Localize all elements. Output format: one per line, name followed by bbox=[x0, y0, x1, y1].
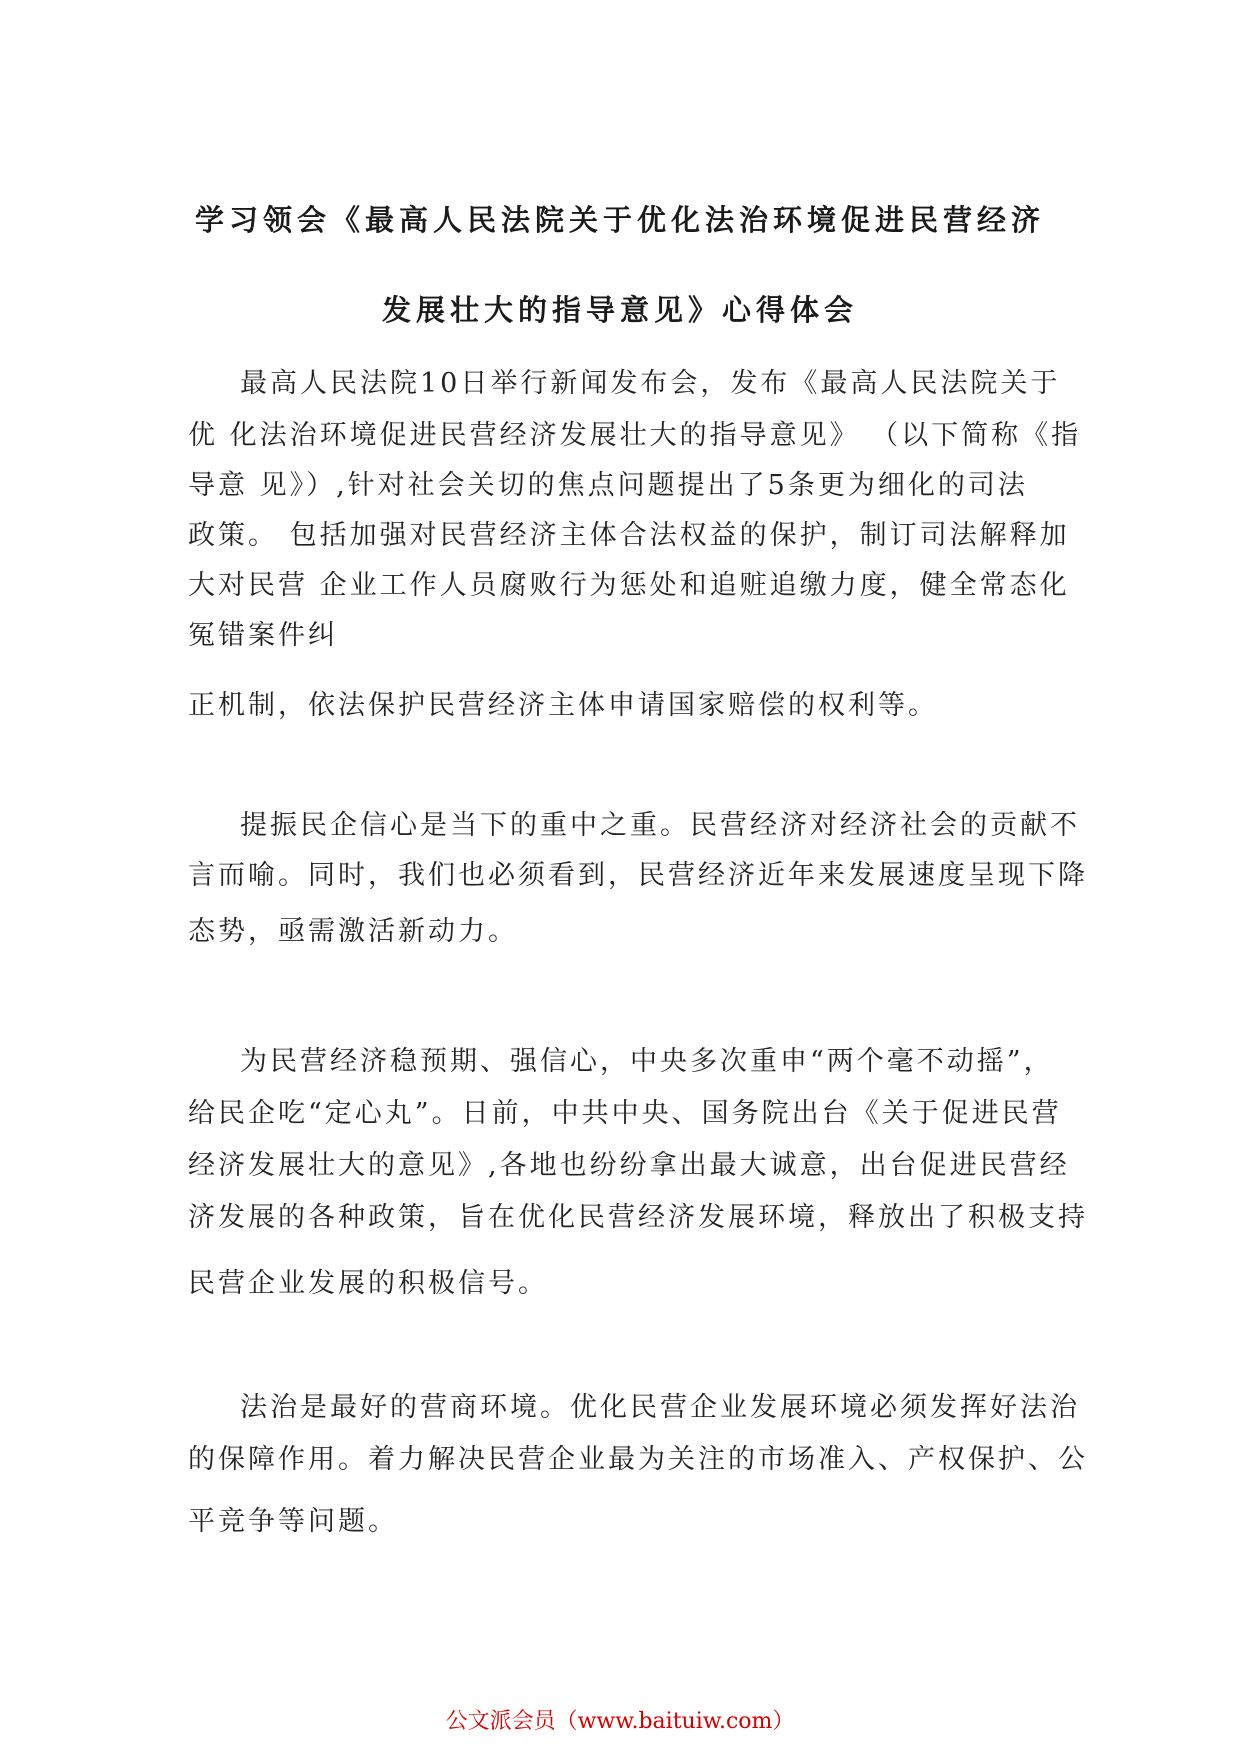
document-title-line-2: 发展壮大的指导意见》心得体会 bbox=[381, 293, 858, 327]
paragraph-line: 正机制，依法保护民营经济主体申请国家赔偿的权利等。 bbox=[188, 690, 938, 721]
paragraph-line: 冤错案件纠 bbox=[188, 620, 338, 651]
paragraph-line: 的保障作用。着力解决民营企业最为关注的市场准入、产权保护、公 bbox=[188, 1444, 1088, 1475]
paragraph-line: 平竞争等问题。 bbox=[188, 1506, 398, 1537]
paragraph-line: 提振民企信心是当下的重中之重。民营经济对经济社会的贡献不 bbox=[240, 810, 1080, 841]
paragraph-line: 言而喻。同时，我们也必须看到，民营经济近年来发展速度呈现下降 bbox=[188, 860, 1088, 891]
paragraph-line: 导意 见》）,针对社会关切的焦点问题提出了5条更为细化的司法 bbox=[188, 470, 1028, 501]
paragraph-line: 最高人民法院10日举行新闻发布会，发布《最高人民法院关于 bbox=[240, 368, 1061, 399]
paragraph-line: 优 化法治环境促进民营经济发展壮大的指导意见》 （以下简称《指 bbox=[188, 420, 1082, 451]
paragraph-line: 为民营经济稳预期、强信心，中央多次重申“两个毫不动摇”， bbox=[240, 1046, 1054, 1077]
paragraph-line: 济发展的各种政策，旨在优化民营经济发展环境，释放出了积极支持 bbox=[188, 1202, 1088, 1233]
paragraph-line: 民营企业发展的积极信号。 bbox=[188, 1268, 548, 1299]
document-title-line-1: 学习领会《最高人民法院关于优化法治环境促进民营经济 bbox=[194, 203, 1045, 237]
paragraph-line: 大对民营 企业工作人员腐败行为惩处和追赃追缴力度，健全常态化 bbox=[188, 570, 1070, 601]
paragraph-line: 政策。 包括加强对民营经济主体合法权益的保护，制订司法解释加 bbox=[188, 520, 1070, 551]
footer-watermark-link[interactable]: 公文派会员（www.baituiw.com） bbox=[445, 1709, 795, 1734]
paragraph-line: 给民企吃“定心丸”。日前，中共中央、国务院出台《关于促进民营 bbox=[188, 1098, 1062, 1129]
paragraph-line: 经济发展壮大的意见》,各地也纷纷拿出最大诚意，出台促进民营经 bbox=[188, 1150, 1070, 1181]
paragraph-line: 法治是最好的营商环境。优化民营企业发展环境必须发挥好法治 bbox=[240, 1392, 1080, 1423]
paragraph-line: 态势，亟需激活新动力。 bbox=[188, 916, 518, 947]
